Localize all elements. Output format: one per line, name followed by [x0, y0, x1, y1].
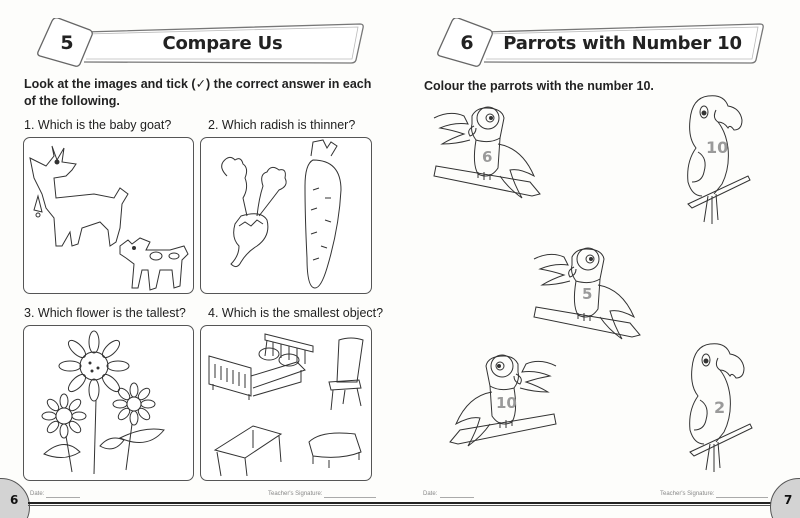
footer-divider	[28, 502, 400, 506]
furniture-illustration	[201, 326, 373, 482]
radish-image-box[interactable]	[200, 137, 372, 294]
page-number: 6	[10, 493, 19, 507]
goats-illustration	[24, 138, 195, 295]
activity-banner	[0, 18, 400, 78]
signature-blank[interactable]	[324, 497, 376, 498]
activity-number: 6	[460, 32, 474, 54]
parrot-number: 2	[714, 398, 726, 417]
parrot-3[interactable]	[530, 245, 660, 345]
page-title: Compare Us	[162, 33, 283, 54]
parrot-number: 10	[496, 394, 517, 412]
instruction-text: Colour the parrots with the number 10.	[424, 79, 654, 93]
furniture-image-box[interactable]	[200, 325, 372, 481]
parrot-number: 6	[482, 148, 493, 166]
question-4-label: 4. Which is the smallest object?	[208, 306, 384, 320]
signature-blank[interactable]	[716, 497, 768, 498]
question-3-label: 3. Which flower is the tallest?	[24, 306, 186, 320]
parrot-standing-icon	[678, 92, 758, 226]
page-title: Parrots with Number 10	[503, 33, 742, 54]
parrot-2[interactable]	[678, 92, 758, 226]
signature-label: Teacher's Signature:	[268, 491, 323, 497]
right-page	[400, 0, 800, 518]
parrot-1[interactable]	[430, 104, 560, 204]
activity-banner	[400, 18, 800, 78]
instruction-text: Look at the images and tick (✓) the correct answer in each of the following.	[24, 77, 372, 108]
flower-image-box[interactable]	[23, 325, 194, 481]
sunflowers-illustration	[24, 326, 195, 482]
parrot-number: 5	[582, 285, 593, 303]
parrot-number: 10	[706, 138, 729, 157]
radishes-illustration	[201, 138, 373, 295]
date-blank[interactable]	[46, 497, 80, 498]
date-label: Date:	[30, 491, 45, 497]
activity-number: 5	[60, 32, 74, 54]
question-1-label: 1. Which is the baby goat?	[24, 118, 172, 132]
parrot-perched-icon	[530, 245, 660, 345]
date-label: Date:	[423, 491, 438, 497]
parrot-4[interactable]	[430, 352, 560, 452]
question-2-label: 2. Which radish is thinner?	[208, 118, 356, 132]
date-blank[interactable]	[440, 497, 474, 498]
goat-image-box[interactable]	[23, 137, 194, 294]
parrot-5[interactable]	[680, 340, 760, 474]
footer-divider	[400, 502, 772, 506]
page-number: 7	[784, 493, 793, 507]
signature-label: Teacher's Signature:	[660, 491, 715, 497]
parrot-perched-icon	[430, 352, 560, 452]
parrot-perched-icon	[430, 104, 560, 204]
